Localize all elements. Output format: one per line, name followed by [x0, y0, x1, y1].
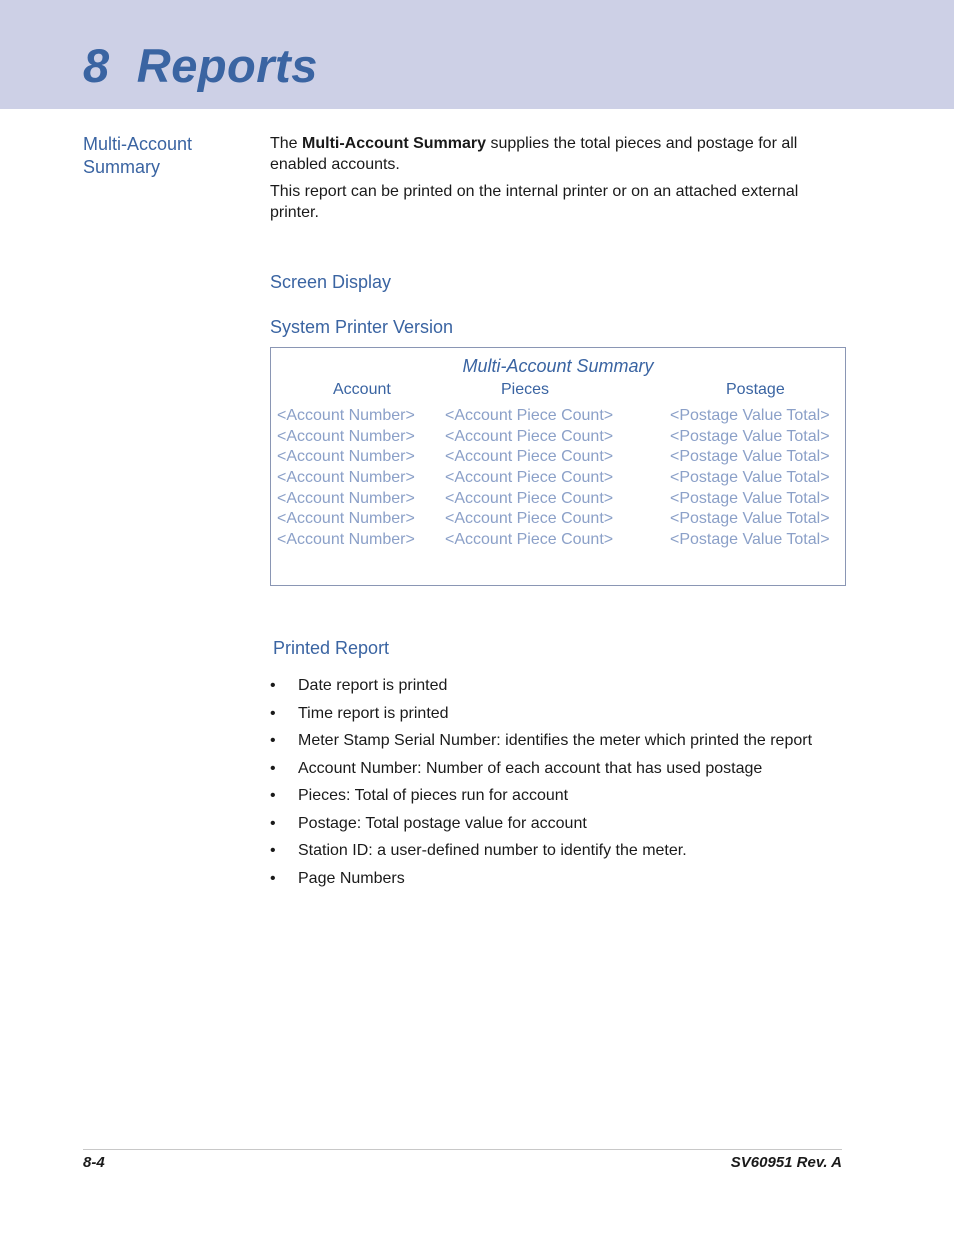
list-item-text: Page Numbers	[298, 869, 405, 887]
list-item-text: Pieces: Total of pieces run for account	[298, 787, 569, 804]
screen-display-heading: Screen Display	[270, 272, 392, 292]
printed-report-list	[270, 676, 830, 896]
bullet-icon: •	[270, 677, 276, 694]
postage-total-cell: <Postage Value Total>	[670, 510, 830, 528]
piece-count-cell: <Account Piece Count>	[445, 427, 614, 445]
postage-total-cell: <Postage Value Total>	[670, 489, 830, 507]
list-item	[270, 786, 830, 806]
piece-count-cell: <Account Piece Count>	[445, 510, 614, 528]
bullet-icon: •	[270, 869, 276, 887]
bullet-icon: •	[270, 704, 276, 722]
account-number-cell: <Account Number>	[277, 531, 415, 549]
bullet-icon: •	[270, 842, 276, 859]
table-row	[277, 448, 843, 469]
screen-display-panel	[270, 347, 846, 586]
list-item-text: Meter Stamp Serial Number: identifies the meter which printed the report	[298, 732, 813, 749]
list-item	[270, 759, 830, 779]
table-row	[277, 469, 843, 490]
screen-title: Multi-Account Summary	[462, 356, 654, 376]
list-item-text: Date report is printed	[298, 677, 448, 694]
postage-total-cell: <Postage Value Total>	[670, 448, 830, 466]
list-item	[270, 731, 830, 751]
intro-paragraph-1: The Multi-Account Summary supplies the total pieces and postage for all enabled accounts.	[270, 135, 798, 173]
table-row	[277, 428, 843, 449]
account-number-cell: <Account Number>	[277, 427, 415, 445]
column-header-account: Account	[333, 381, 391, 398]
column-header-postage: Postage	[726, 381, 785, 398]
list-item	[270, 869, 830, 889]
piece-count-cell: <Account Piece Count>	[445, 489, 614, 507]
footer-document-id: SV60951 Rev. A	[730, 1154, 842, 1171]
piece-count-cell: <Account Piece Count>	[445, 531, 614, 549]
chapter-name: Reports	[136, 39, 318, 92]
account-number-cell: <Account Number>	[277, 489, 415, 507]
piece-count-cell: <Account Piece Count>	[445, 407, 614, 424]
list-item	[270, 704, 830, 724]
bullet-icon: •	[270, 814, 276, 832]
bullet-icon: •	[270, 787, 276, 804]
list-item-text: Postage: Total postage value for account	[298, 814, 587, 832]
postage-total-cell: <Postage Value Total>	[670, 427, 830, 445]
piece-count-cell: <Account Piece Count>	[445, 448, 614, 466]
section-intro	[270, 133, 850, 229]
list-item	[270, 676, 830, 696]
section-side-heading: Multi-Account Summary	[83, 134, 193, 177]
chapter-number: 8	[83, 39, 110, 92]
piece-count-cell: <Account Piece Count>	[445, 469, 614, 487]
account-number-cell: <Account Number>	[277, 510, 415, 528]
bullet-icon: •	[270, 732, 276, 749]
postage-total-cell: <Postage Value Total>	[670, 469, 830, 487]
printed-report-heading: Printed Report	[273, 638, 390, 658]
table-row	[277, 531, 843, 552]
account-number-cell: <Account Number>	[277, 448, 415, 466]
account-number-cell: <Account Number>	[277, 469, 415, 487]
table-row	[277, 490, 843, 511]
list-item-text: Account Number: Number of each account that has used postage	[298, 759, 763, 777]
footer-page-number: 8-4	[83, 1154, 105, 1171]
postage-total-cell: <Postage Value Total>	[670, 531, 830, 549]
table-row	[277, 407, 843, 428]
account-number-cell: <Account Number>	[277, 407, 415, 424]
list-item	[270, 841, 830, 861]
screen-rows	[277, 407, 843, 552]
postage-total-cell: <Postage Value Total>	[670, 407, 830, 424]
system-printer-version-heading: System Printer Version	[270, 317, 454, 337]
column-header-pieces: Pieces	[501, 381, 550, 398]
table-row	[277, 510, 843, 531]
intro-paragraph-2: This report can be printed on the internal printer or on an attached external printer.	[270, 183, 799, 221]
list-item-text: Time report is printed	[298, 704, 449, 722]
intro-bold-term: Multi-Account Summary	[302, 135, 487, 152]
chapter-title	[83, 38, 318, 93]
footer-divider	[83, 1149, 842, 1150]
bullet-icon: •	[270, 759, 276, 777]
list-item-text: Station ID: a user-defined number to identify the meter.	[298, 842, 687, 859]
list-item	[270, 814, 830, 834]
